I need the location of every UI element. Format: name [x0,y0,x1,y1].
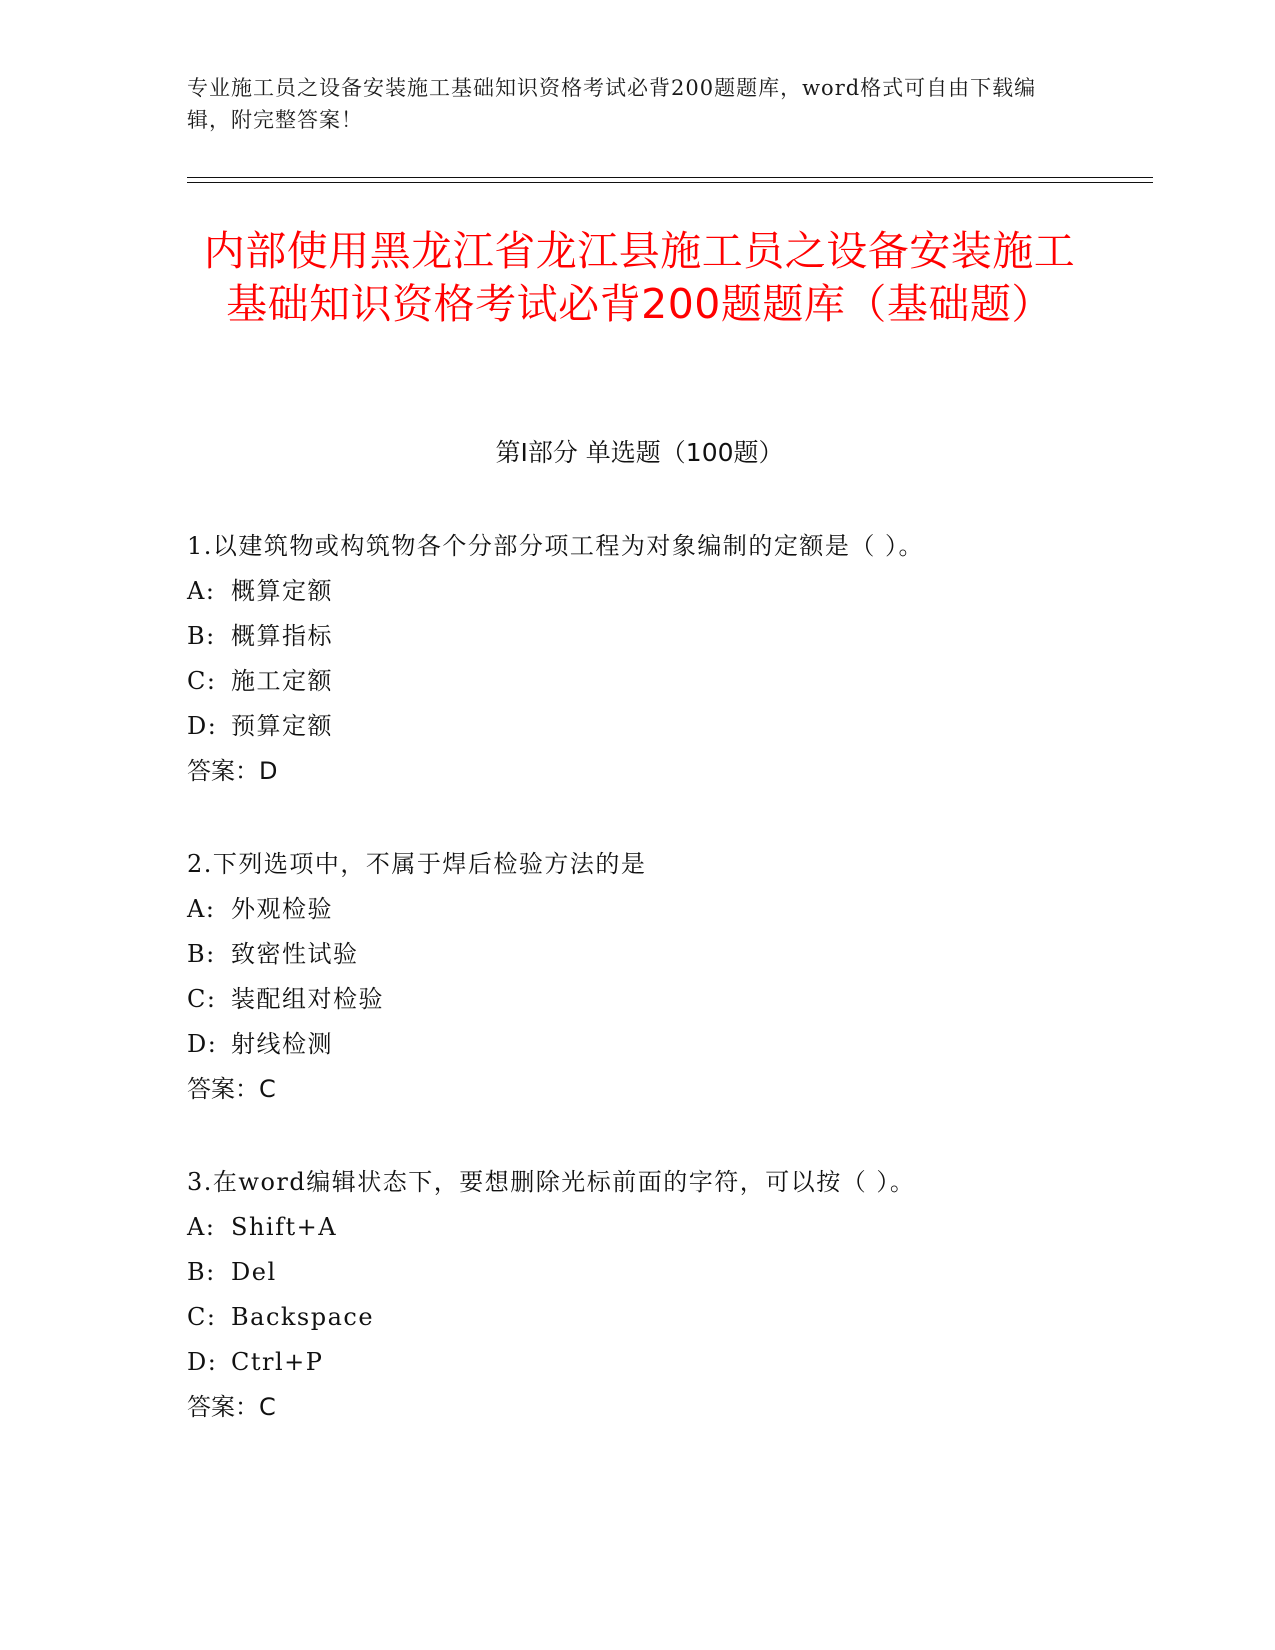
option-text: 装配组对检验 [231,985,384,1013]
option-text: Del [231,1258,277,1286]
option-c [187,983,1127,1028]
answer-line: 答案：D [187,757,278,785]
option-letter: B: [187,1258,216,1286]
option-text: 概算指标 [231,622,333,650]
option-c [187,1301,1127,1346]
option-letter: B: [187,622,216,650]
option-a [187,893,1127,938]
option-b [187,1256,1127,1301]
option-d [187,1028,1127,1073]
option-d [187,710,1127,755]
question-stem: 3.在word编辑状态下，要想删除光标前面的字符，可以按（ ）。 [187,1168,916,1196]
question-1 [187,530,1127,800]
question-stem: 2.下列选项中，不属于焊后检验方法的是 [187,850,647,878]
option-b [187,620,1127,665]
option-text: 预算定额 [231,712,333,740]
option-letter: A: [187,895,216,923]
option-a [187,1211,1127,1256]
header-rule-bottom [187,182,1153,183]
option-text: 概算定额 [231,577,333,605]
question-stem: 1.以建筑物或构筑物各个分部分项工程为对象编制的定额是（ ）。 [187,532,925,560]
option-text: 施工定额 [231,667,333,695]
option-letter: D: [187,1030,218,1058]
option-letter: C: [187,1303,217,1331]
option-d [187,1346,1127,1391]
answer-line: 答案：C [187,1393,276,1421]
option-letter: B: [187,940,216,968]
header-rule-top [187,177,1153,178]
option-text: Ctrl+P [231,1348,324,1376]
option-letter: A: [187,1213,216,1241]
option-a [187,575,1127,620]
option-b [187,938,1127,983]
option-c [187,665,1127,710]
question-3 [187,1166,1127,1436]
intro-text: 专业施工员之设备安装施工基础知识资格考试必背200题题库，word格式可自由下载编辑，附完整答案！ [187,76,1037,132]
option-text: Shift+A [231,1213,338,1241]
part-heading: 第I部分 单选题（100题） [495,438,784,467]
option-letter: A: [187,577,216,605]
option-text: Backspace [231,1303,375,1331]
option-letter: C: [187,985,217,1013]
answer-line: 答案：C [187,1075,276,1103]
option-letter: D: [187,712,218,740]
option-text: 致密性试验 [231,940,359,968]
document-title: 内部使用黑龙江省龙江县施工员之设备安装施工基础知识资格考试必背200题题库（基础题） [203,227,1076,328]
question-2 [187,848,1127,1118]
option-text: 外观检验 [231,895,333,923]
option-text: 射线检测 [231,1030,333,1058]
option-letter: C: [187,667,217,695]
option-letter: D: [187,1348,218,1376]
